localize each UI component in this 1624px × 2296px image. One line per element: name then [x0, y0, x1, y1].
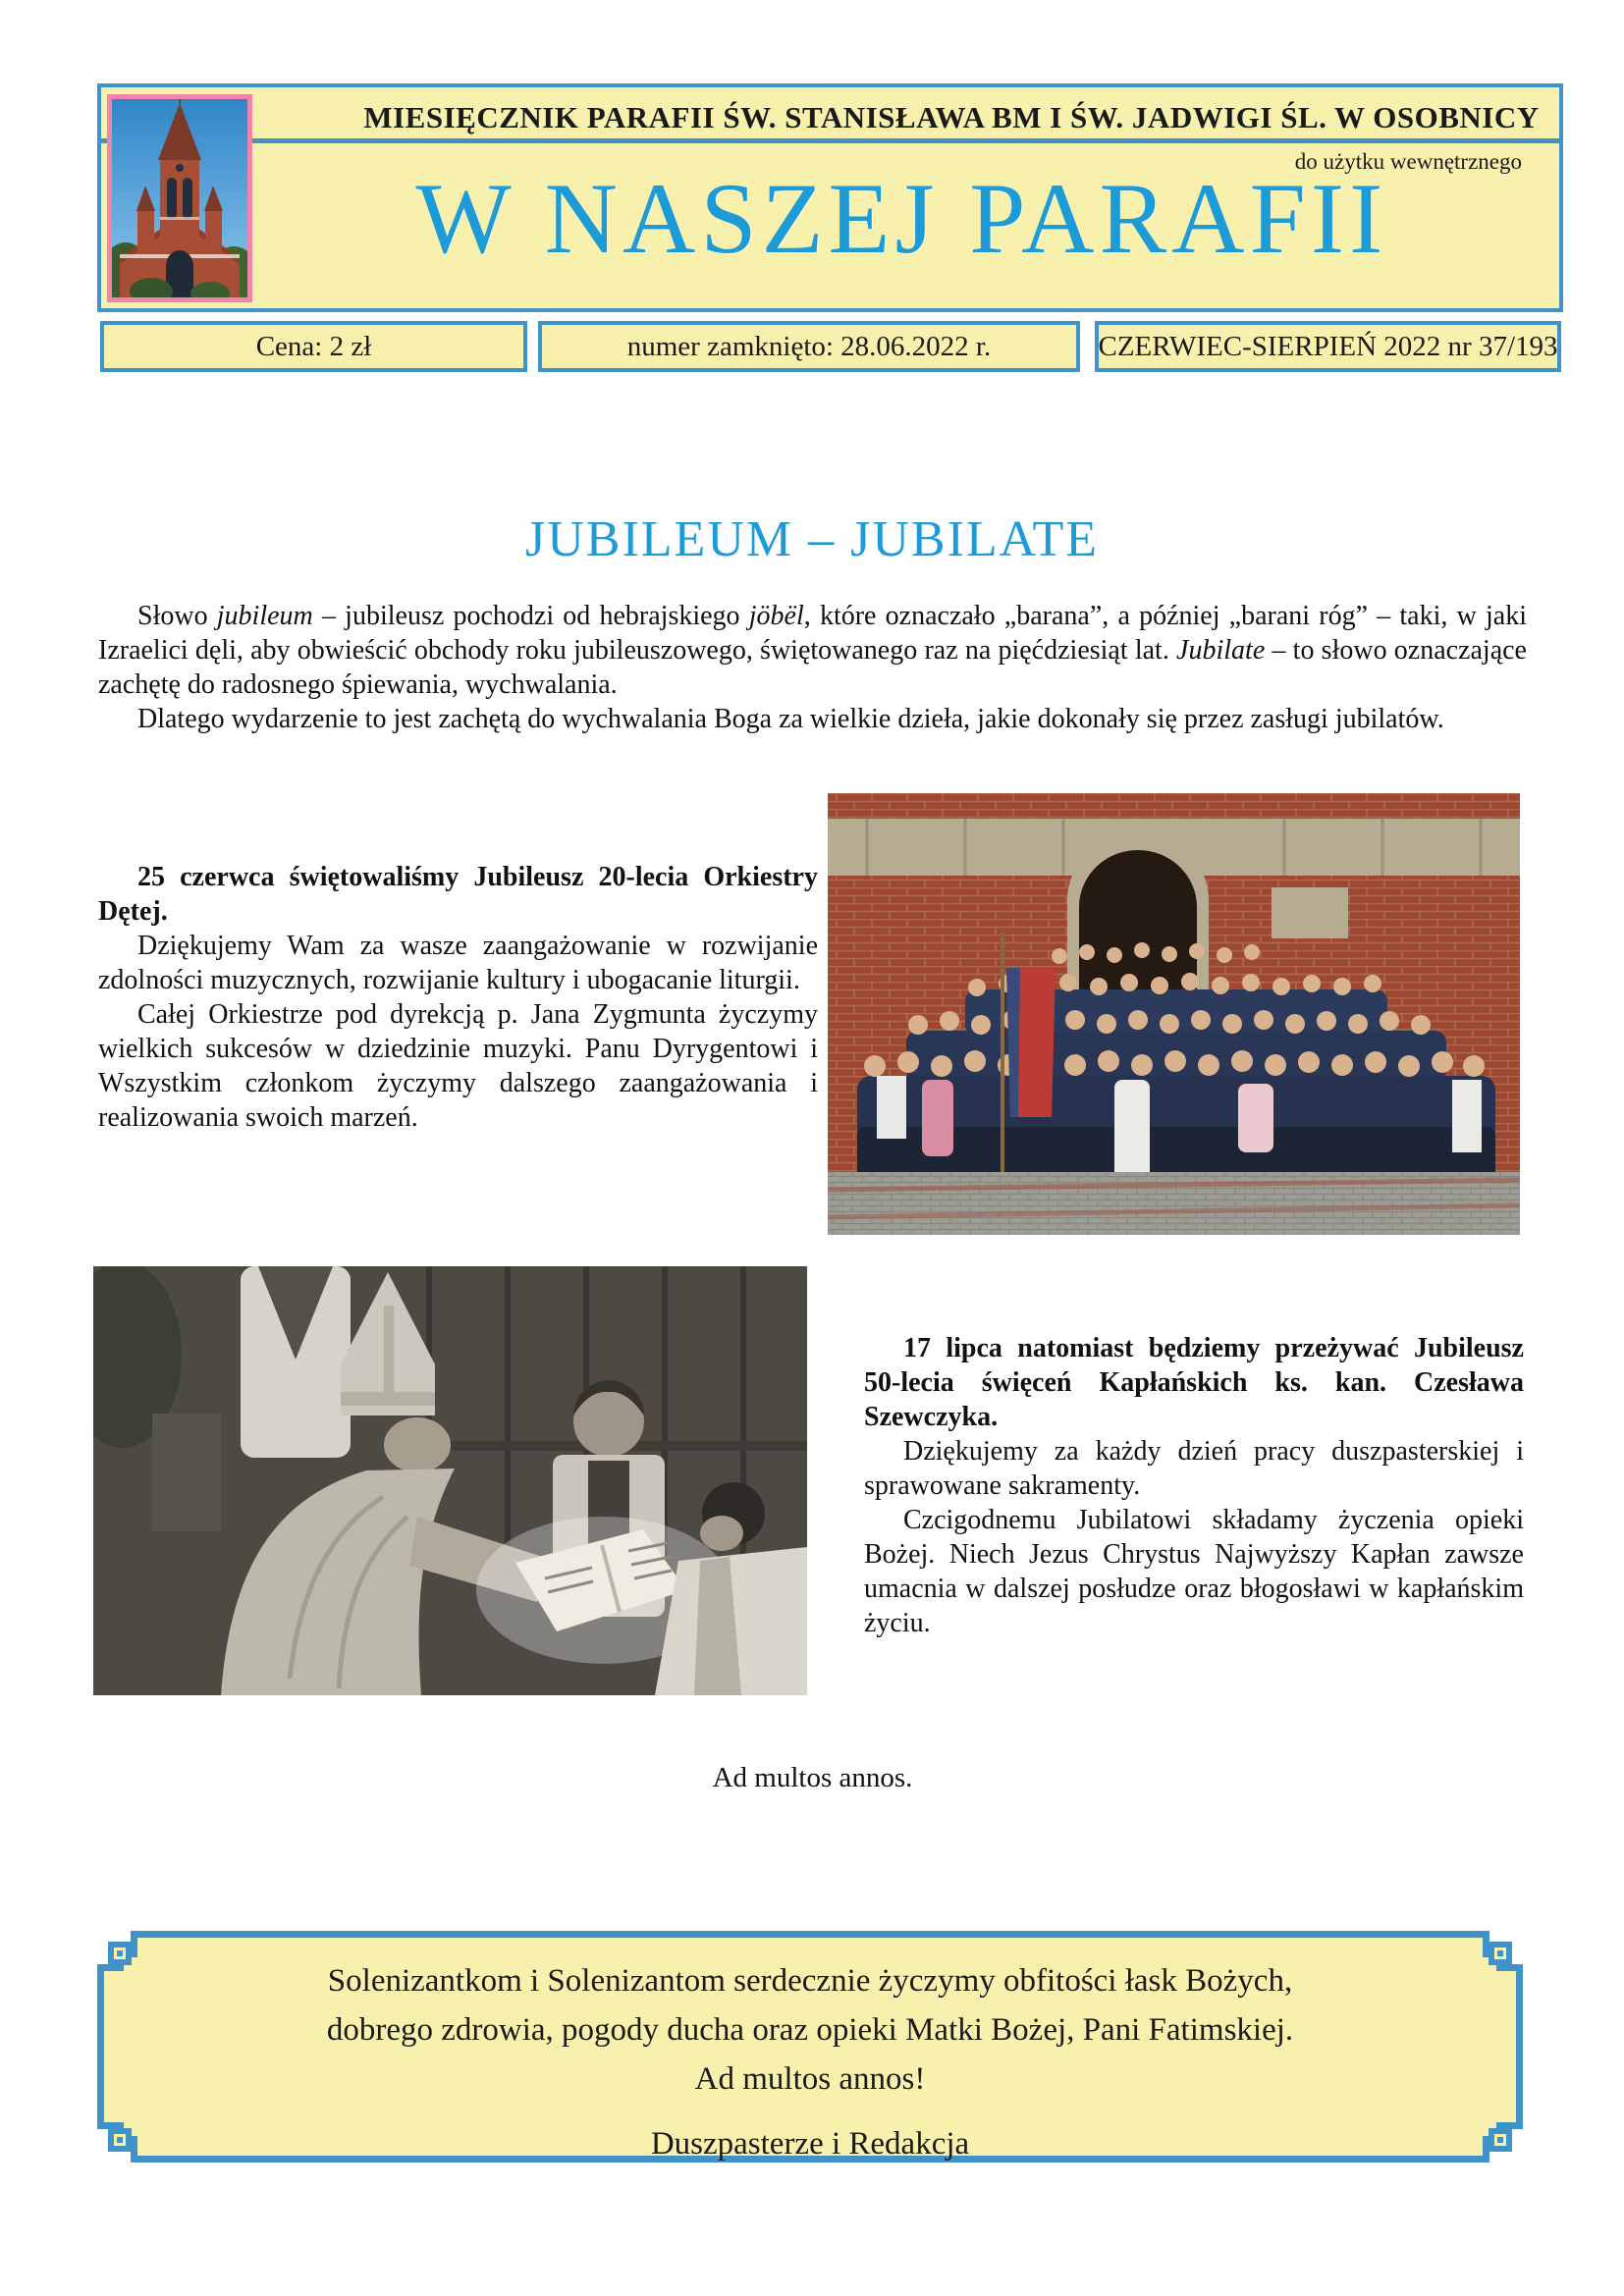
masthead-topline: MIESIĘCZNIK PARAFII ŚW. STANISŁAWA BM I ŚW. JADWIGI ŚL. W OSOBNICY: [363, 100, 1540, 134]
wishes-line-2: dobrego zdrowia, pogody ducha oraz opieki Matki Bożej, Pani Fatimskiej.: [326, 2012, 1294, 2048]
wishes-line-3: Ad multos annos!: [694, 2061, 926, 2097]
intro-text: , które oznaczało „barana”, a później „barani róg” – taki, w jaki Izraelici dęli, aby obwieścić obchody roku jubileuszowego, świętowanego raz na pięćdziesiąt lat.: [98, 601, 1527, 666]
wishes-border-top: [136, 1931, 1484, 1938]
wishes-line-1: Solenizantkom i Solenizantom serdecznie życzymy obfitości łask Bożych,: [327, 1963, 1293, 1999]
wishes-border-right: [1516, 1970, 1523, 2123]
intro-text: Słowo: [137, 601, 217, 631]
article-heading: JUBILEUM – JUBILATE: [525, 511, 1099, 567]
intro-italic-jobel: jöbël: [748, 601, 804, 631]
church-photo-frame: [107, 94, 252, 302]
usage-note: do użytku wewnętrznego: [1294, 149, 1522, 174]
wishes-text: [156, 1956, 1464, 2168]
jubilee-section: [864, 1331, 1524, 1640]
greek-key-corner-icon: [1480, 1931, 1523, 1974]
orchestra-paragraph-1: Dziękujemy Wam za wasze zaangażowanie w rozwijanie zdolności muzycznych, rozwijanie kultury i ubogacanie liturgii.: [98, 931, 818, 995]
church-photo: [112, 99, 247, 297]
orchestra-group-photo: [828, 793, 1520, 1235]
jubilee-lead: 17 lipca natomiast będziemy przeżywać Jubileusz 50-lecia święceń Kapłańskich ks. kan. Czesława Szewczyka.: [864, 1333, 1524, 1432]
price-box: Cena: 2 zł: [100, 321, 527, 372]
intro-paragraph-1: [98, 599, 1527, 702]
masthead-divider: [101, 138, 1559, 143]
ordination-photo: [93, 1266, 807, 1695]
intro-text: – jubileusz pochodzi od hebrajskiego: [312, 601, 749, 631]
newsletter-title: W NASZEJ PARAFII: [415, 163, 1388, 275]
intro-paragraphs: [98, 599, 1527, 736]
greek-key-corner-icon: [97, 1931, 140, 1974]
greek-key-corner-icon: [97, 2119, 140, 2163]
masthead: [97, 83, 1563, 312]
jubilee-paragraph-2: Czcigodnemu Jubilatowi składamy życzenia opieki Bożej. Niech Jezus Chrystus Najwyższy Kapłan zawsze umacnia w dalszej posłudze oraz błogosławi w kapłańskim życiu.: [864, 1505, 1524, 1638]
wishes-box: [97, 1931, 1523, 2163]
intro-italic-jubilate: Jubilate: [1176, 635, 1266, 666]
jubilee-paragraph-1: Dziękujemy za każdy dzień pracy duszpasterskiej i sprawowane sakramenty.: [864, 1436, 1524, 1501]
issue-number-box: CZERWIEC-SIERPIEŃ 2022 nr 37/193: [1095, 321, 1561, 372]
orchestra-section: [98, 860, 818, 1135]
wishes-border-left: [97, 1970, 104, 2123]
intro-italic-jubileum: jubileum: [216, 601, 313, 631]
intro-paragraph-2: Dlatego wydarzenie to jest zachętą do wychwalania Boga za wielkie dzieła, jakie dokonały się przez zasługi jubilatów.: [137, 704, 1444, 734]
orchestra-lead: 25 czerwca świętowaliśmy Jubileusz 20-lecia Orkiestry Dętej.: [98, 862, 818, 927]
greek-key-corner-icon: [1480, 2119, 1523, 2163]
intro-text: – to słowo oznaczające zachętę do radosnego śpiewania, wychwalania.: [98, 635, 1527, 700]
issue-closed-box: numer zamknięto: 28.06.2022 r.: [538, 321, 1080, 372]
orchestra-paragraph-2: Całej Orkiestrze pod dyrekcją p. Jana Zygmunta życzymy wielkich sukcesów w dziedzinie muzyki. Panu Dyrygentowi i Wszystkim członkom życzymy dalszego zaangażowania i realizowania swoich marzeń.: [98, 999, 818, 1133]
wishes-signature: Duszpasterze i Redakcja: [650, 2126, 970, 2162]
closing-line: Ad multos annos.: [712, 1762, 913, 1793]
